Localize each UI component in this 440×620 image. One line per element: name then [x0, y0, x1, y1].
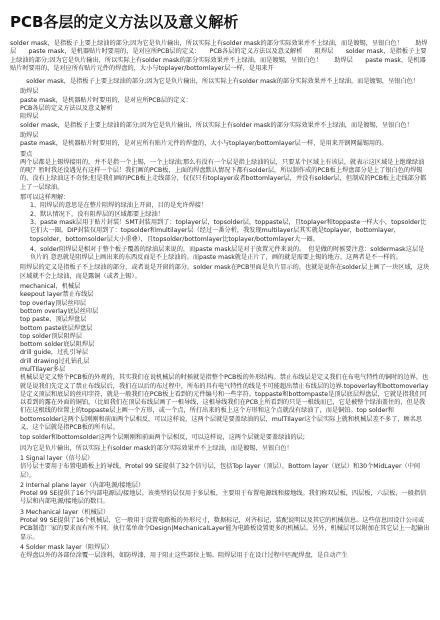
layer-drill-drawing: drill drawing过孔钻孔层: [20, 357, 90, 365]
list-item-1: 1、阻焊层的意思是在整片阻焊的绿油上开窗，目的是允许焊接！: [30, 202, 208, 210]
paragraph-mechanical-layer: 机械层是定义整个PCB板的外观的，其实我们在说机械层的时候就是指整个PCB板的外形结构。禁止布线层是定义我们在布电气特性的铜时的边界，也就是说我们先定义了禁止布线层后，我们在以后的布过程中，所布的具有电气特性的线是不可能超出禁止布线层的边界.topoverlay和bottomoverlay是定义顶层和底层的丝印字符，就是一般我们在PCB板上看到的元件编号和一些字符。toppaste和bottompaste是顶层底层焊盘层，它就是指我们可以看到的露在外面的铜铂，（比如我们在顶层布线层画了一根导线，这根导线我们在PCB上所看到的只是一根线而已，它是被整个绿油盖住的，但是我们在这根线的位置上的toppaste层上画一个方形，或一个点，所打出来的板上这个方形和这个点就没有绿油了，而是铜铂。top solder和bottomsolder这两个层刚刚和前面两个层相反，可以这样说，这两个层就是要盖绿油的层，mulTIlayer这个层实际上就和机械层差不多了，顾名思义，这个层就是指PCB板的所有层。: [20, 374, 429, 432]
label-flux-layer: 助焊层: [20, 88, 39, 96]
layer-top-overlay: top overlay顶层丝印层: [20, 299, 87, 307]
paragraph-solder-mask-2: solder mask，是指板子上要上绿油的部分;因为它是负片输出，所以实际上有solder mask的部分实际效果并不上绿油，而是镀锡，呈银白色！: [20, 121, 413, 129]
layer-top-paste: top paste，顶层焊盘层: [20, 316, 87, 324]
list-item-4: 4、solder阻焊层是相对于整个板子覆盖的绿油层来说的，而paste mask层是对于放置元件来说的。 但是做的时候要注意：soldermask这层是负片的 意思就是阻焊层上画出来的东西反而是不上绿油的。而paste mask就是正片了，画的就是需要上锡的地方，这两者是不一样的。: [30, 245, 425, 262]
paragraph-key-points: 两个层都是上锡焊接用的，并不是指一个上锡，一个上绿油;那么有没有一个层是指上绿油的层，只要某个区域上有该层，就表示这区域是上绝缘绿油的呢？暂时我还没遇见有这样一个层！我们画的PCB板，上面的焊盘默认情况下都有solder层，所以制作成的PCB板上焊盘部分是上了银白色的焊锡的，没有上绿油这不奇怪;但是我们画的PCB板上走线部分，仅仅只有toplayer或者bottomlayer层，并没有solder层，但制成的PCB板上走线部分都上了一层绿油。: [20, 158, 427, 191]
label-flux-layer-2: 助焊层: [20, 131, 39, 139]
layer-drill-guide: drill guide，过孔引导层: [20, 349, 89, 357]
layer-bottom-solder: bottom solder底层阻焊层: [20, 341, 95, 349]
paragraph-solder-definition: 阻焊层的定义是指板子不上绿油的部分，或者说是开窗的部分。solder mask在PCB里面是负片显示的，也就是说你在solder层上画了一块区域，这块区域就不会上绿油，而是露铜（或者上锡）。: [20, 264, 430, 280]
paragraph-solder-mask: solder mask，是指板子上要上绿油的部分;因为它是负片输出，所以实际上有solder mask的部分实际效果并不上绿油，而是镀锡，呈银白色！: [20, 78, 420, 86]
label-key-points: 要点: [20, 150, 33, 158]
heading-internal-plane: 2 Internal plane layer（内部电源/接地层）: [20, 481, 145, 489]
paragraph-signal-layer: 信号层主要用于布置电路板上的导线。Protel 99 SE提供了32个信号层，包括Top layer（顶层），Bottom layer（底层）和30个MidLayer（中间层）。: [20, 463, 421, 479]
page-title: PCB各层的定义方法以及意义解析: [10, 13, 239, 31]
layer-keepout: keepout layer禁止布线层: [20, 291, 94, 299]
heading-solder-mask-layer: 4 Solder mask layer（阻焊层）: [20, 543, 113, 551]
paragraph-intro: solder mask，是指板子上要上绿油的部分;因为它是负片输出，所以实际上有solder mask的部分实际效果并不上绿油，而是镀锡，呈银白色！ 助焊层 paste mask，是机器贴片时要用的，是对应所PCB层的定义： PCB各层的定义方法以及意义解析 阻焊层 solder mask，是指板子上要上绿油的部分;因为它是负片输出，所以实际上有solder mask的部分实际效果并不上绿油，而是镀锡，呈银白色！ 助焊层 paste mask，是机器贴片时要用的，是对应所有贴片元件的焊盘的，大小与toplayer/bottomlayer层一样，是用来开: [10, 40, 428, 72]
layer-multilayer: mulTIlayer多层: [20, 365, 66, 373]
paragraph-mechanical-layer-2: Protel 99 SE提供了16个机械层，它一般用于设置电路板的外形尺寸，数据标记，对齐标记，装配说明以及其它的机械信息。这些信息因设计公司或PCB制造厂家的要求而有所不同。执行菜单命令Design|MechanicalLayer能为电路板设置更多的机械层。另外，机械层可以附加在其它层上一起输出显示。: [20, 517, 430, 541]
paragraph-solder-opposite: top solder和bottomsolder这两个层刚刚和前面两个层相反，可以这样说，这两个层就是要盖绿油的层;: [20, 434, 305, 442]
paragraph-pcb-title: PCB各层的定义方法以及意义解析: [20, 105, 113, 113]
layer-bottom-overlay: bottom overlay底层丝印层: [20, 307, 99, 315]
layer-bottom-paste: bottom paste底层焊盘层: [20, 324, 93, 332]
paragraph-paste-mask: paste mask，是机器贴片时要用的，是对应所PCB层的定义：: [20, 96, 192, 104]
label-solder-layer: 阻焊层: [20, 113, 39, 121]
paragraph-solder-mask-layer: 在焊盘以外的各部位涂覆一层涂料，如防焊漆，用于阻止这些部位上锡。阻焊层用于在设计过程中匹配焊盘，是自动产生: [20, 552, 348, 560]
heading-mechanical-layer: 3 Mechanical layer（机械层）: [20, 508, 110, 516]
label-understanding: 那可以这样理解：: [20, 194, 70, 202]
paragraph-internal-plane: Protel 99 SE提供了16个内部电源层/接地层。该类型的层仅用于多层板，主要用于布置电源线和接地线。我们称双层板，四层板，六层板，一般指信号层和内部电源/接地层的数目。: [20, 490, 427, 506]
layer-mechanical: mechanical，机械层: [20, 283, 81, 291]
list-item-3: 3、paste mask层用于贴片封装！SMT封装用到了：toplayer层，topsolder层，toppaste层，且toplayer和toppaste一样大小，topsolder比它们大一圈。DIP封装仅用到了：topsolder和multilayer层（经过一番分析，我发现multilayer层其实就是toplayer，bottomlayer，topsolder，bottomsolder层大小重叠），且topsolder/bottomlayer比toplayer/bottomlayer大一圈。: [30, 218, 427, 243]
layer-top-solder: top solder顶层阻焊层: [20, 332, 83, 340]
paragraph-paste-mask-2: paste mask，是机器贴片时要用的，是对应所有贴片元件的焊盘的，大小与toplayer/bottomlayer层一样，是用来开钢网漏锡用的。: [20, 140, 388, 148]
paragraph-negative-output: 因为它是负片输出，所以实际上有solder mask的部分实际效果并不上绿油，而是镀锡，呈银白色！: [20, 444, 293, 452]
list-item-2: 2、默认情况下，没有阻焊层的区域都要上绿油！: [30, 210, 164, 218]
heading-signal-layer: 1 Signal layer（信号层）: [20, 454, 94, 462]
